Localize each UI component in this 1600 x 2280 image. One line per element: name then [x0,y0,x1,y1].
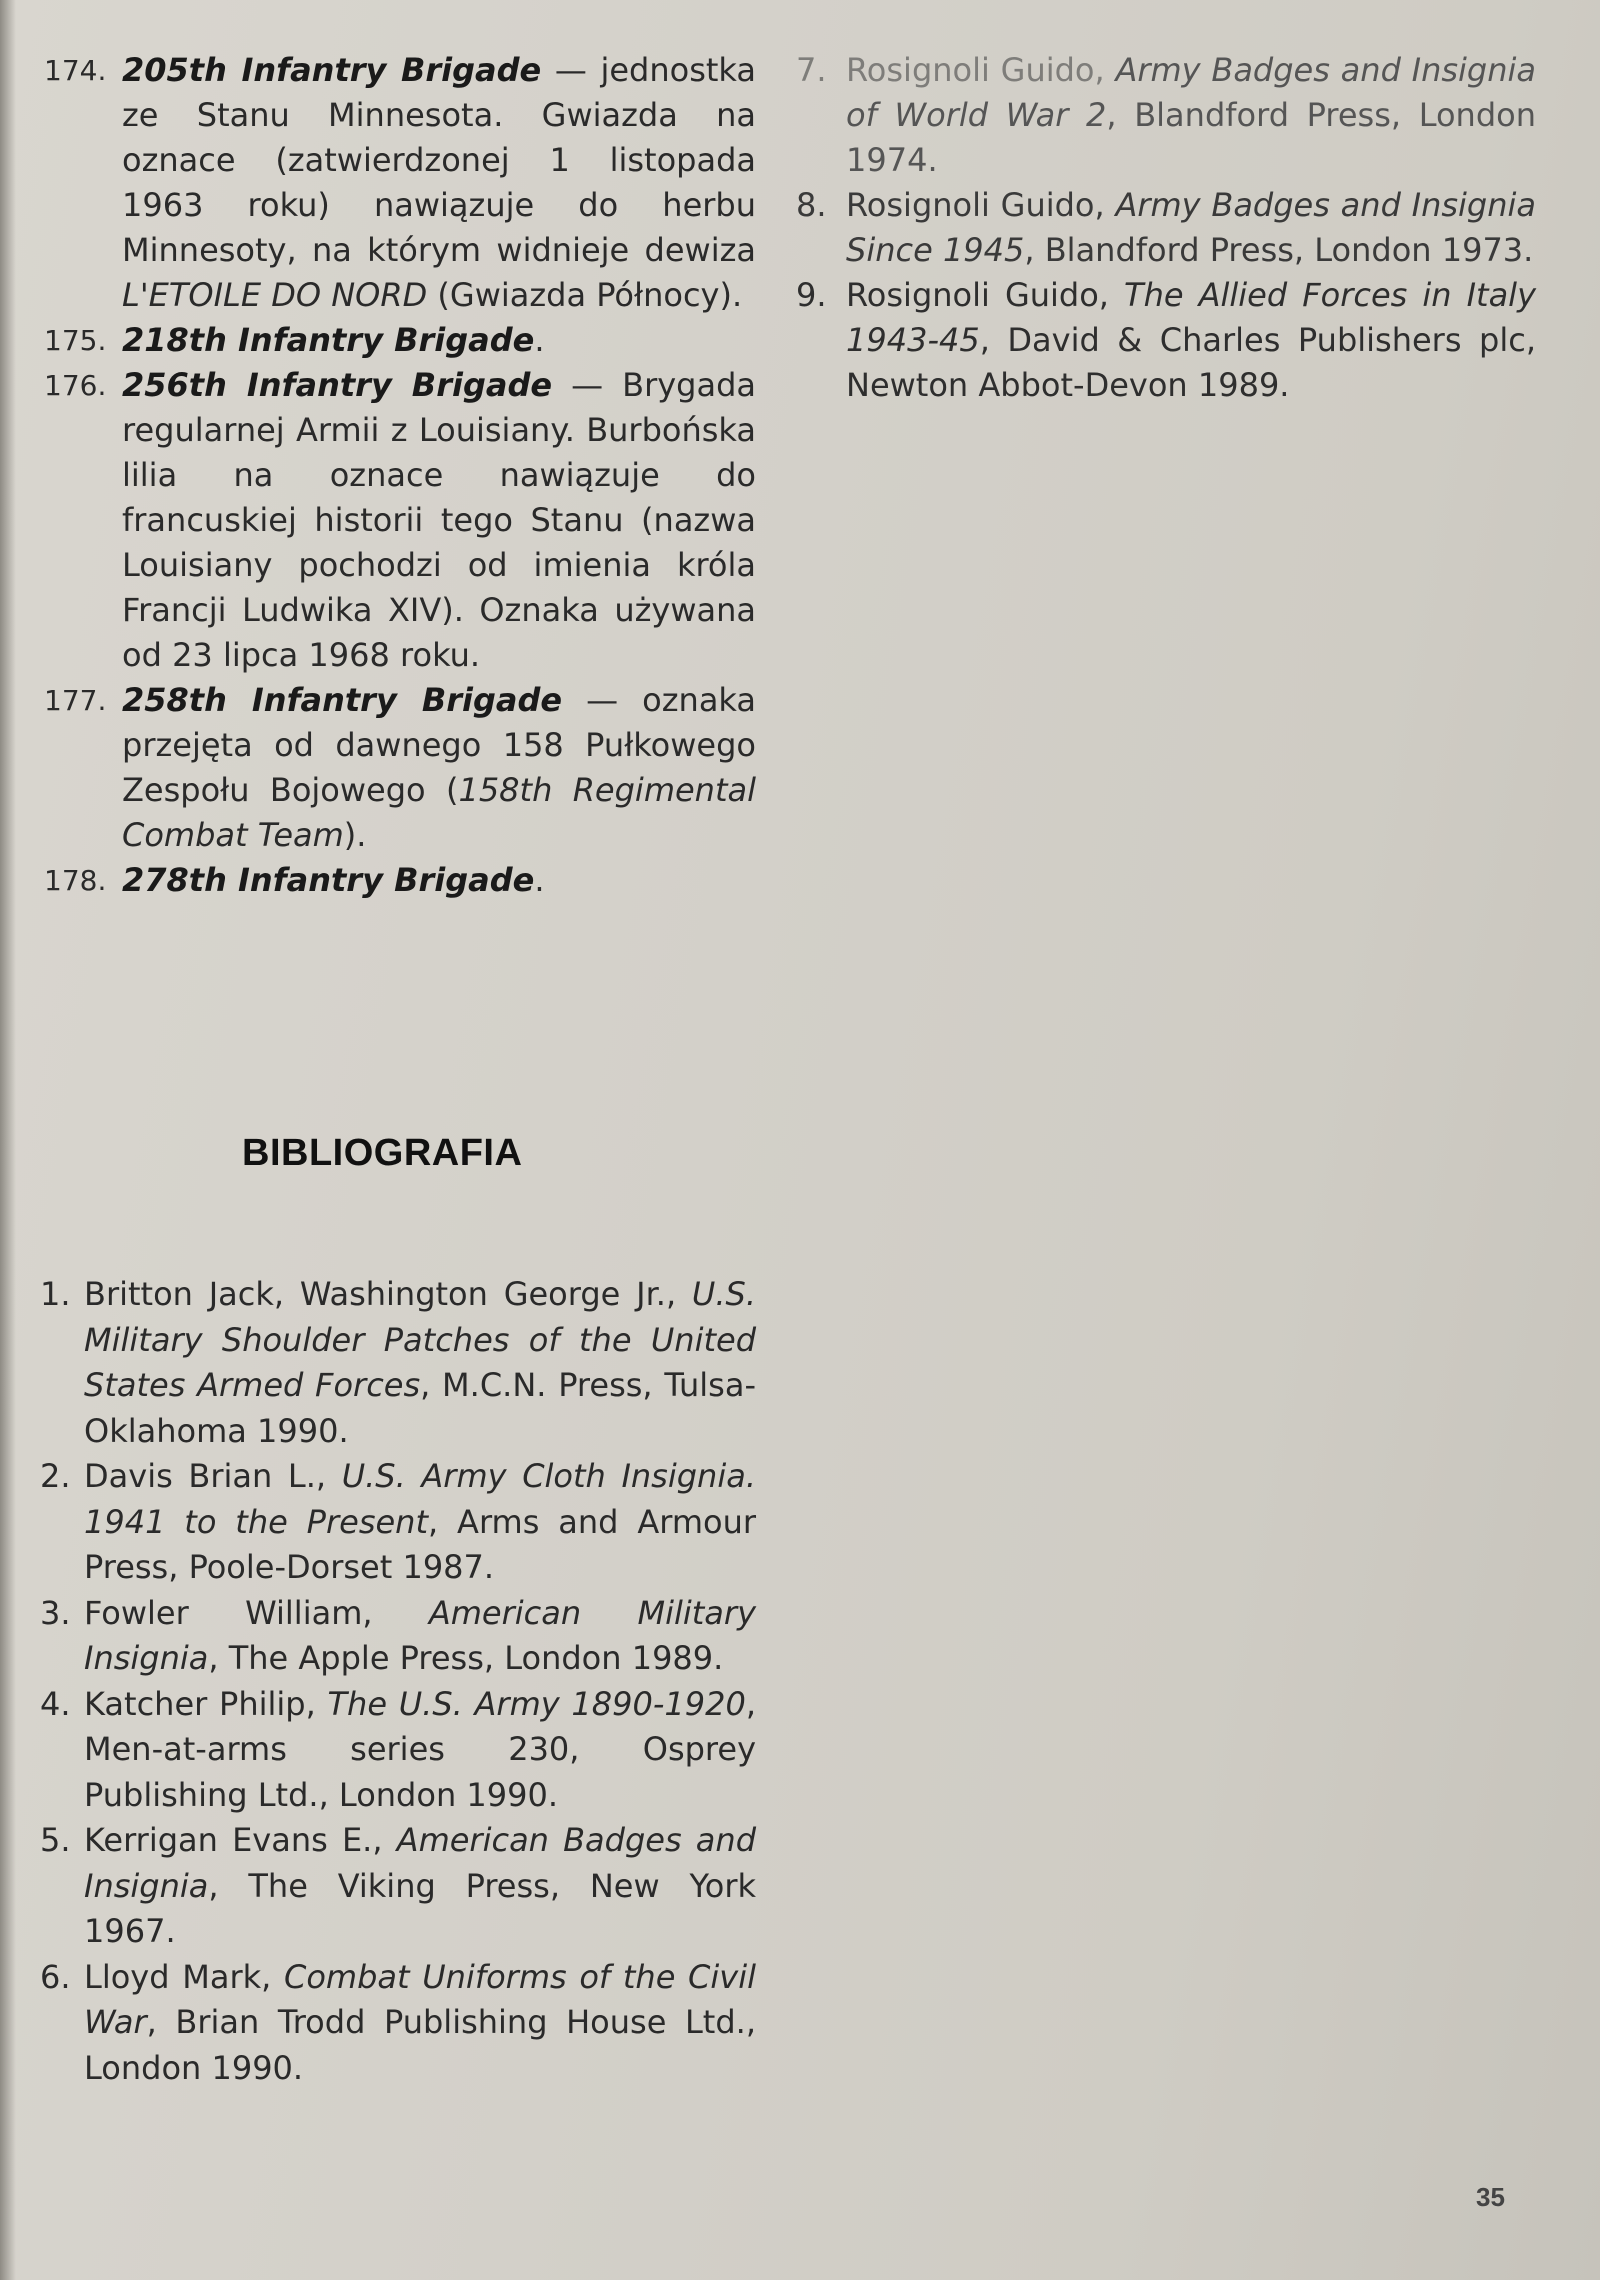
note-number: 176. [44,369,107,402]
entry-title: American Military Insignia [84,1593,756,1677]
entry-author: Lloyd Mark, [84,1957,284,1996]
note-italic: 158th Regimental Combat Team [122,771,757,854]
entry-title: Combat Uniforms of the Civil War [84,1957,757,2041]
entry-publisher: , The Viking Press, New York 1967. [84,1866,756,1950]
note-title: 218th Infantry Brigade [122,321,535,359]
note-text: — Brygada regularnej Armii z Louisiany. Burbońska lilia na oznace nawiązuje do francuskiej historii tego Stanu (nazwa Louisiany pochodzi od imienia króla Francji Ludwika XIV). Oznaka używana od 23 lipca 1968 roku. [122,366,756,674]
entry-number: 9. [796,276,827,314]
note-body [122,678,756,858]
entry-body [846,48,1536,183]
bibliography-entry-9 [796,273,1536,408]
note-177 [44,678,756,858]
bibliography-heading: BIBLIOGRAFIA [242,1132,523,1174]
entry-body [846,273,1536,408]
note-body [122,858,756,903]
entry-body [84,1955,756,2092]
entry-publisher: , Men-at-arms series 230, Osprey Publishing Ltd., London 1990. [84,1684,757,1814]
note-178 [44,858,756,903]
bibliography-entry-6 [40,1955,756,2092]
page-number: 35 [1476,2182,1505,2212]
entry-number: 2. [40,1457,71,1495]
note-number: 178. [44,864,107,897]
entry-publisher: , The Apple Press, London 1989. [208,1639,724,1677]
entry-body [846,183,1536,273]
note-text: — jednostka ze Stanu Minnesota. Gwiazda na oznace (zatwierdzonej 1 listopada 1963 roku) nawiązuje do herbu Minnesoty, na którym widnieje dewiza [122,51,756,269]
note-number: 174. [44,54,107,87]
note-text-end: (Gwiazda Północy). [427,276,743,314]
entry-number: 6. [40,1957,71,1996]
entry-title: U.S. Army Cloth Insignia. 1941 to the Present [84,1457,757,1541]
entry-title: American Badges and Insignia [84,1821,757,1905]
note-text: . [534,321,545,359]
entry-title: The Allied Forces in Italy 1943-45 [846,276,1537,359]
note-body [122,48,756,318]
entry-publisher: , Arms and Armour Press, Poole-Dorset 1987. [84,1502,757,1586]
entry-publisher: , Brian Trodd Publishing House Ltd., London 1990. [84,2003,756,2087]
entry-author: Katcher Philip, [84,1684,328,1723]
note-body [122,318,756,363]
note-text-end: ). [343,816,367,854]
bibliography-entry-3 [40,1591,756,1682]
entry-number: 4. [40,1684,71,1723]
entry-publisher: , Blandford Press, London 1973. [1024,231,1534,269]
entry-author: Rosignoli Guido, [846,186,1116,224]
bibliography-entry-8 [796,183,1536,273]
entry-publisher: , David & Charles Publishers plc, Newton Abbot-Devon 1989. [846,321,1536,404]
note-title: 278th Infantry Brigade [122,861,535,899]
entry-title: Army Badges and Insignia Since 1945 [846,186,1537,269]
entry-publisher: , M.C.N. Press, Tulsa-Oklahoma 1990. [84,1366,757,1450]
entry-number: 5. [40,1821,71,1859]
bibliography-entry-7 [796,48,1536,183]
entry-author: Davis Brian L., [84,1457,342,1495]
note-title: 256th Infantry Brigade [122,366,553,404]
note-174 [44,48,756,318]
entry-number: 1. [40,1275,71,1313]
bibliography-entry-2 [40,1454,756,1591]
bibliography-entry-1 [40,1272,756,1454]
entry-body [84,1454,756,1591]
note-text: — oznaka przejęta od dawnego 158 Pułkowego Zespołu Bojowego ( [122,681,757,809]
entry-title: The U.S. Army 1890-1920 [327,1684,746,1723]
note-text: . [534,861,545,899]
note-number: 177. [44,684,107,717]
note-176 [44,363,756,678]
note-body [122,363,756,678]
entry-body [84,1682,756,1819]
entry-body [84,1272,756,1454]
entry-publisher: , Blandford Press, London 1974. [846,96,1537,179]
bibliography-list-right [796,48,1536,408]
entry-body [84,1818,756,1955]
bibliography-entry-4 [40,1682,756,1819]
bibliography-list-left [40,1272,756,2091]
entry-author: Rosignoli Guido, [846,51,1116,89]
note-number: 175. [44,324,107,357]
page-gutter-shadow [0,0,16,2280]
note-title: 205th Infantry Brigade [122,51,542,89]
note-175 [44,318,756,363]
entry-number: 3. [40,1593,71,1632]
note-title: 258th Infantry Brigade [122,681,563,719]
entry-author: Fowler William, [84,1593,429,1632]
bibliography-entry-5 [40,1818,756,1955]
entry-body [84,1591,756,1682]
entry-author: Kerrigan Evans E., [84,1821,397,1859]
entry-number: 7. [796,51,827,89]
note-italic: L'ETOILE DO NORD [122,276,428,314]
entry-author: Britton Jack, Washington George Jr., [84,1275,692,1313]
notes-column [44,48,756,903]
entry-author: Rosignoli Guido, [846,276,1125,314]
entry-number: 8. [796,186,827,224]
entry-title: U.S. Military Shoulder Patches of the United States Armed Forces [84,1275,756,1404]
entry-title: Army Badges and Insignia of World War 2 [846,51,1537,134]
